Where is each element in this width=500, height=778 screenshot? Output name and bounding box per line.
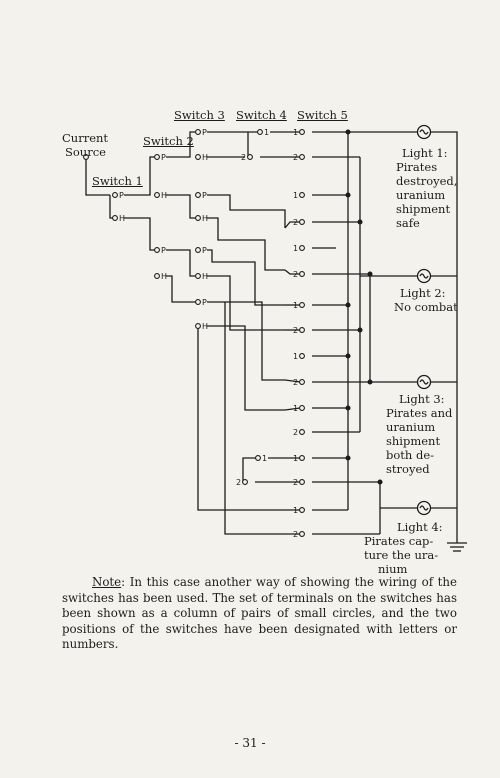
wire-s2-s3d [166, 276, 196, 302]
terminal-label: H [202, 322, 209, 331]
switch5-terminal-13 [300, 456, 305, 461]
junction-dot [346, 406, 350, 410]
light-3-label: Light 3: Pirates and uranium shipment both de- stroyed [386, 392, 453, 476]
light-4-label: Light 4: Pirates cap- ture the ura- nium [364, 520, 443, 576]
terminal-label: P [202, 298, 207, 307]
terminal-label: 2 [293, 326, 299, 335]
switch5-terminal-1 [300, 130, 305, 135]
wire-s3-s4-5 [207, 250, 285, 305]
switch3-terminal-8 [196, 324, 201, 329]
terminal-label: 1 [293, 301, 299, 310]
switch-2-label: Switch 2 [143, 134, 194, 148]
switch5-terminal-10 [300, 380, 305, 385]
switch-4-label: Switch 4 [236, 108, 287, 122]
junction-dot [358, 220, 362, 224]
switch2-p-2 [155, 248, 160, 253]
terminal-label: 2 [293, 378, 299, 387]
light-2-label: Light 2: No combat [394, 286, 458, 314]
terminal-label: 2 [236, 478, 242, 487]
terminal-label: 2 [293, 270, 299, 279]
switch5-terminal-8 [300, 328, 305, 333]
terminal-label: 1 [293, 128, 299, 137]
note-label: Note [92, 575, 122, 589]
terminal-label: 1 [293, 454, 299, 463]
switch5-terminal-11 [300, 406, 305, 411]
terminal-label: 2 [293, 153, 299, 162]
wire-s3-s4-3 [207, 195, 285, 228]
switch5-terminal-16 [300, 532, 305, 537]
terminal-label: P [202, 246, 207, 255]
switch-3-label: Switch 3 [174, 108, 225, 122]
terminal-label: 2 [293, 530, 299, 539]
junction-dot [346, 354, 350, 358]
terminal-label: P [202, 128, 207, 137]
terminal-label: P [161, 153, 166, 162]
wire-s2-s3b [166, 195, 196, 218]
terminal-label: H [202, 153, 209, 162]
light-1-label: Light 1: Pirates destroyed, uranium shipment safe [396, 146, 458, 230]
terminal-label: P [119, 191, 124, 200]
terminal-label: 1 [293, 191, 299, 200]
switch5-terminal-14 [300, 480, 305, 485]
switch3-terminal-4 [196, 216, 201, 221]
switch4-4 [243, 480, 248, 485]
switch2-h-1 [155, 193, 160, 198]
terminal-label: H [202, 272, 209, 281]
switch1-h [113, 216, 118, 221]
switch2-p-1 [155, 155, 160, 160]
switch5-terminal-5 [300, 246, 305, 251]
switch5-terminal-15 [300, 508, 305, 513]
junction-dot [368, 380, 372, 384]
current-source-label: Current Source [62, 131, 109, 159]
terminal-label: P [202, 191, 207, 200]
switch4-1 [258, 130, 263, 135]
terminal-label: 1 [293, 352, 299, 361]
junction-dot [346, 193, 350, 197]
switch1-bridge [110, 195, 115, 218]
switch4-3 [256, 456, 261, 461]
terminal-label: 2 [293, 428, 299, 437]
switch3-terminal-2 [196, 155, 201, 160]
terminal-label: 1 [293, 506, 299, 515]
terminal-label: P [161, 246, 166, 255]
terminal-label: 1 [293, 404, 299, 413]
wire-s3-s4-8 [207, 326, 285, 410]
terminal-label: 1 [264, 128, 270, 137]
switch2-h-2 [155, 274, 160, 279]
wire-s3-s4-6 [207, 276, 285, 330]
page-number: - 31 - [234, 736, 266, 750]
note-text: : In this case another way of showing the wiring of the switches has been used. The set of terminals on the switches has been shown as a column of pairs of small circles, and the two positions of the switches have been designated with letters or numbers. [62, 575, 457, 651]
note-paragraph [62, 575, 457, 653]
junction-dot [346, 456, 350, 460]
switch3-terminal-3 [196, 193, 201, 198]
switch1-p [113, 193, 118, 198]
switch5-terminal-2 [300, 155, 305, 160]
terminal-label: 1 [262, 454, 268, 463]
switch3-terminal-6 [196, 274, 201, 279]
junction-dot [346, 130, 350, 134]
switch5-terminal-7 [300, 303, 305, 308]
switch5-terminal-3 [300, 193, 305, 198]
switch5-terminal-12 [300, 430, 305, 435]
wire-s3-s4-7 [207, 302, 285, 380]
junction-dot [378, 480, 382, 484]
switch5-terminal-9 [300, 354, 305, 359]
junction-dot [346, 303, 350, 307]
switch3-terminal-1 [196, 130, 201, 135]
terminal-label: 2 [293, 478, 299, 487]
wire-s2-s3c [166, 250, 196, 276]
switch4-2 [248, 155, 253, 160]
terminal-label: H [161, 191, 168, 200]
junction-dot [358, 328, 362, 332]
switch-5-label: Switch 5 [297, 108, 348, 122]
terminal-label: 2 [241, 153, 247, 162]
terminal-label: 1 [293, 244, 299, 253]
terminal-label: H [202, 214, 209, 223]
wire-s1h-s2p [124, 218, 155, 250]
switch4-arm-2 [243, 458, 256, 482]
switch3-terminal-5 [196, 248, 201, 253]
terminal-label: H [161, 272, 168, 281]
switch3-terminal-7 [196, 300, 201, 305]
terminal-label: 2 [293, 218, 299, 227]
junction-dot [368, 272, 372, 276]
terminal-label: H [119, 214, 126, 223]
switch5-terminal-4 [300, 220, 305, 225]
switch5-terminal-6 [300, 272, 305, 277]
switch-1-label: Switch 1 [92, 174, 143, 188]
